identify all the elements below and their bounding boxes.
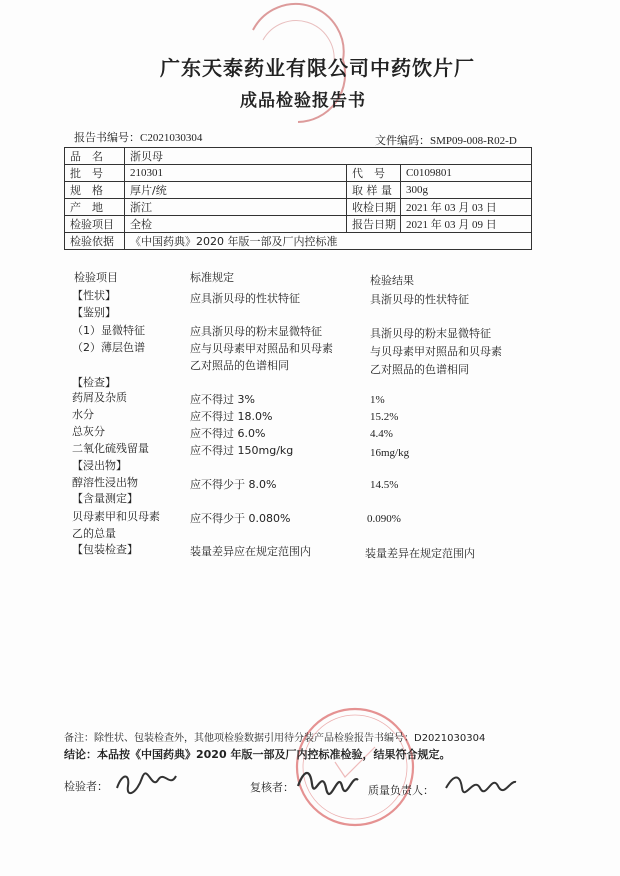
qa-label: 质量负责人： [368,784,434,797]
section-assay: 【含量测定】 [72,492,138,505]
footnote: 备注：除性状、包装检查外，其他项检验数据引用待分装产品检验报告书编号：D2021030304 [64,733,486,744]
row-tlc-result-line1: 与贝母素甲对照品和贝母素 [370,345,502,358]
row-so2-result: 16mg/kg [370,447,410,459]
receive-date-value: 2021 年 03 月 03 日 [401,199,532,216]
row-assay-item-line2: 乙的总量 [72,527,116,540]
origin-label: 产 地 [65,199,125,216]
origin-value: 浙江 [125,199,347,216]
row-impurity-item: 药屑及杂质 [72,391,127,404]
row-package-item: 【包装检查】 [72,543,138,556]
report-number-value: C2021030304 [140,132,203,144]
row-extract-standard: 应不得少于 8.0% [190,478,277,491]
row-package-standard: 装量差异应在规定范围内 [190,545,311,558]
file-number-value: SMP09-008-R02-D [430,135,517,147]
qa-signature [440,768,520,798]
row-tlc-standard-line2: 乙对照品的色谱相同 [190,359,289,372]
code-value: C0109801 [401,165,532,182]
reviewer-label: 复核者： [250,781,294,794]
section-extract: 【浸出物】 [72,459,127,472]
company-name: 广东天泰药业有限公司中药饮片厂 [160,56,475,80]
report-number-label: 报告书编号： [74,131,140,144]
row-appearance-result: 具浙贝母的性状特征 [370,293,469,306]
name-value: 浙贝母 [125,148,532,165]
row-microscopic-item: （1）显微特征 [72,324,145,337]
file-number [375,132,517,148]
col-header-standard: 标准规定 [190,271,234,284]
row-extract-result: 14.5% [370,479,399,491]
row-assay-result: 0.090% [367,513,401,525]
section-inspection: 【检查】 [72,376,116,389]
row-so2-standard: 应不得过 150mg/kg [190,444,294,457]
row-ash-result: 4.4% [370,428,393,440]
col-header-result: 检验结果 [370,274,414,287]
report-number [74,129,202,145]
inspector-signature [112,768,182,796]
inspector-label: 检验者： [64,780,108,793]
row-moisture-result: 15.2% [370,411,399,423]
file-number-label: 文件编码： [375,134,430,147]
batch-value: 210301 [125,165,347,182]
code-label: 代 号 [347,165,401,182]
report-date-label: 报告日期 [347,216,401,233]
row-moisture-standard: 应不得过 18.0% [190,410,273,423]
row-ash-item: 总灰分 [72,425,105,438]
sample-value: 300g [401,182,532,199]
document-title: 成品检验报告书 [240,91,366,111]
col-header-item: 检验项目 [74,271,118,284]
row-impurity-standard: 应不得过 3% [190,393,255,406]
row-assay-standard: 应不得少于 0.080% [190,512,291,525]
spec-value: 厚片/统 [125,182,347,199]
row-appearance-item: 【性状】 [72,289,116,302]
section-identification: 【鉴别】 [72,306,116,319]
report-date-value: 2021 年 03 月 09 日 [401,216,532,233]
name-label: 品 名 [65,148,125,165]
spec-label: 规 格 [65,182,125,199]
row-microscopic-result: 具浙贝母的粉末显微特征 [370,327,491,340]
row-extract-item: 醇溶性浸出物 [72,476,138,489]
info-table [64,147,531,250]
row-ash-standard: 应不得过 6.0% [190,427,266,440]
batch-label: 批 号 [65,165,125,182]
row-appearance-standard: 应具浙贝母的性状特征 [190,292,300,305]
row-assay-item-line1: 贝母素甲和贝母素 [72,510,160,523]
conclusion: 结论：本品按《中国药典》2020 年版一部及厂内控标准检验，结果符合规定。 [64,748,451,761]
row-tlc-standard-line1: 应与贝母素甲对照品和贝母素 [190,342,333,355]
row-microscopic-standard: 应具浙贝母的粉末显微特征 [190,325,322,338]
basis-label: 检验依据 [65,233,125,250]
receive-date-label: 收检日期 [347,199,401,216]
row-package-result: 装量差异在规定范围内 [365,547,475,560]
row-so2-item: 二氧化硫残留量 [72,442,149,455]
test-item-label: 检验项目 [65,216,125,233]
row-tlc-item: （2）薄层色谱 [72,341,145,354]
row-tlc-result-line2: 乙对照品的色谱相同 [370,363,469,376]
test-item-value: 全检 [125,216,347,233]
reviewer-signature [292,762,362,796]
sample-label: 取 样 量 [347,182,401,199]
row-impurity-result: 1% [370,394,385,406]
basis-value: 《中国药典》2020 年版一部及厂内控标准 [125,233,532,250]
row-moisture-item: 水分 [72,408,94,421]
